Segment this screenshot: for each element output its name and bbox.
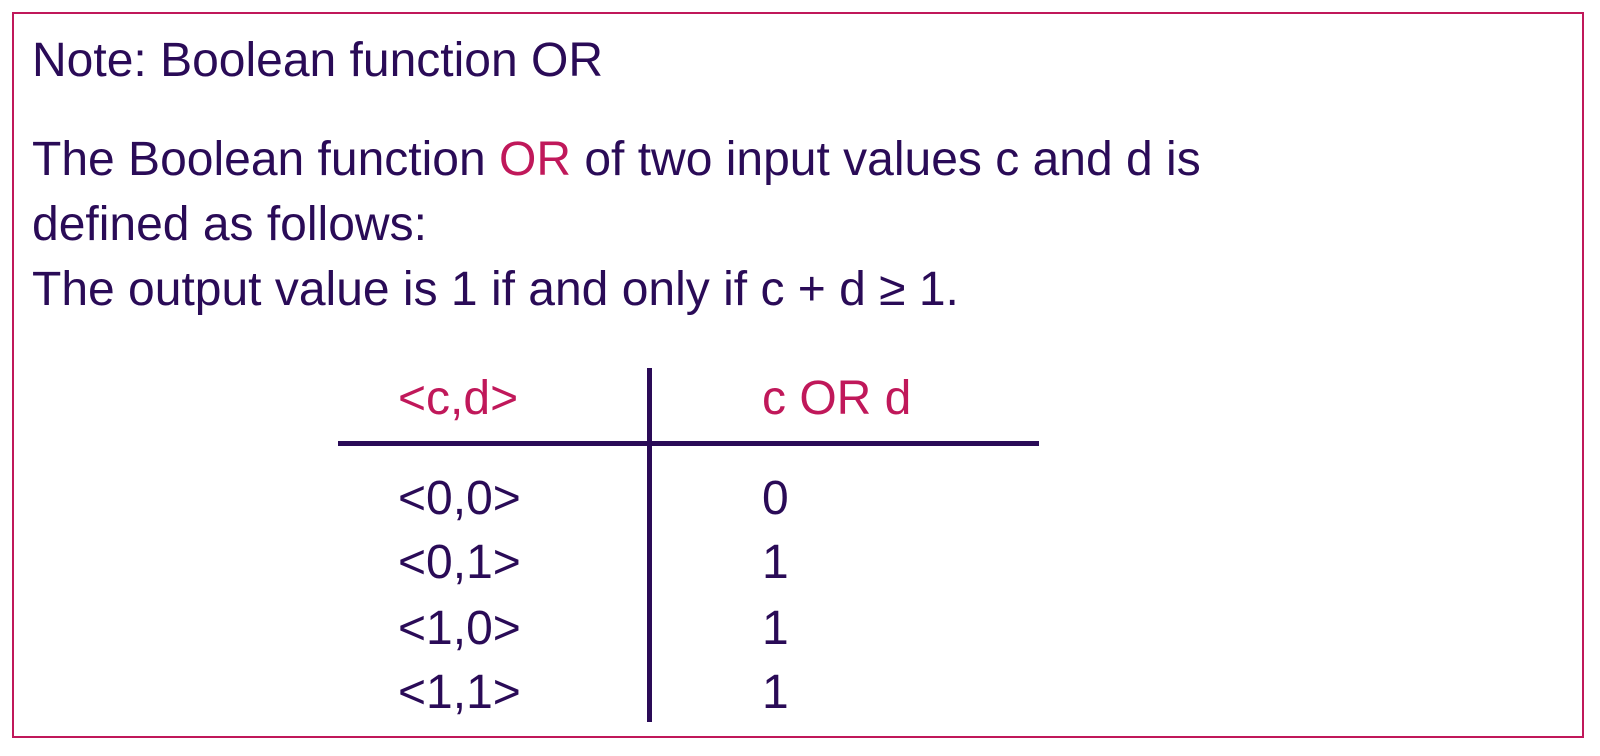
table-row-input: <1,0> [398,602,521,655]
table-row-output: 1 [762,602,789,655]
table-column-divider [647,368,652,722]
definition-suffix: of two input values c and d is [571,133,1201,186]
table-header-divider [338,441,1039,446]
definition-line-3: The output value is 1 if and only if c + d ≥ 1. [32,263,959,316]
table-header-input: <c,d> [398,372,519,425]
table-header-output: c OR d [762,372,912,425]
definition-prefix: The Boolean function [32,133,499,186]
note-title: Note: Boolean function OR [32,34,604,87]
definition-line-1 [32,127,1201,192]
definition-line-2: defined as follows: [32,198,427,251]
table-row-input: <0,1> [398,536,521,589]
table-row-input: <1,1> [398,666,521,719]
table-row-output: 0 [762,472,789,525]
definition-paragraph [32,127,1201,322]
table-row-output: 1 [762,666,789,719]
or-keyword: OR [499,133,571,186]
table-row-output: 1 [762,536,789,589]
table-row-input: <0,0> [398,472,521,525]
